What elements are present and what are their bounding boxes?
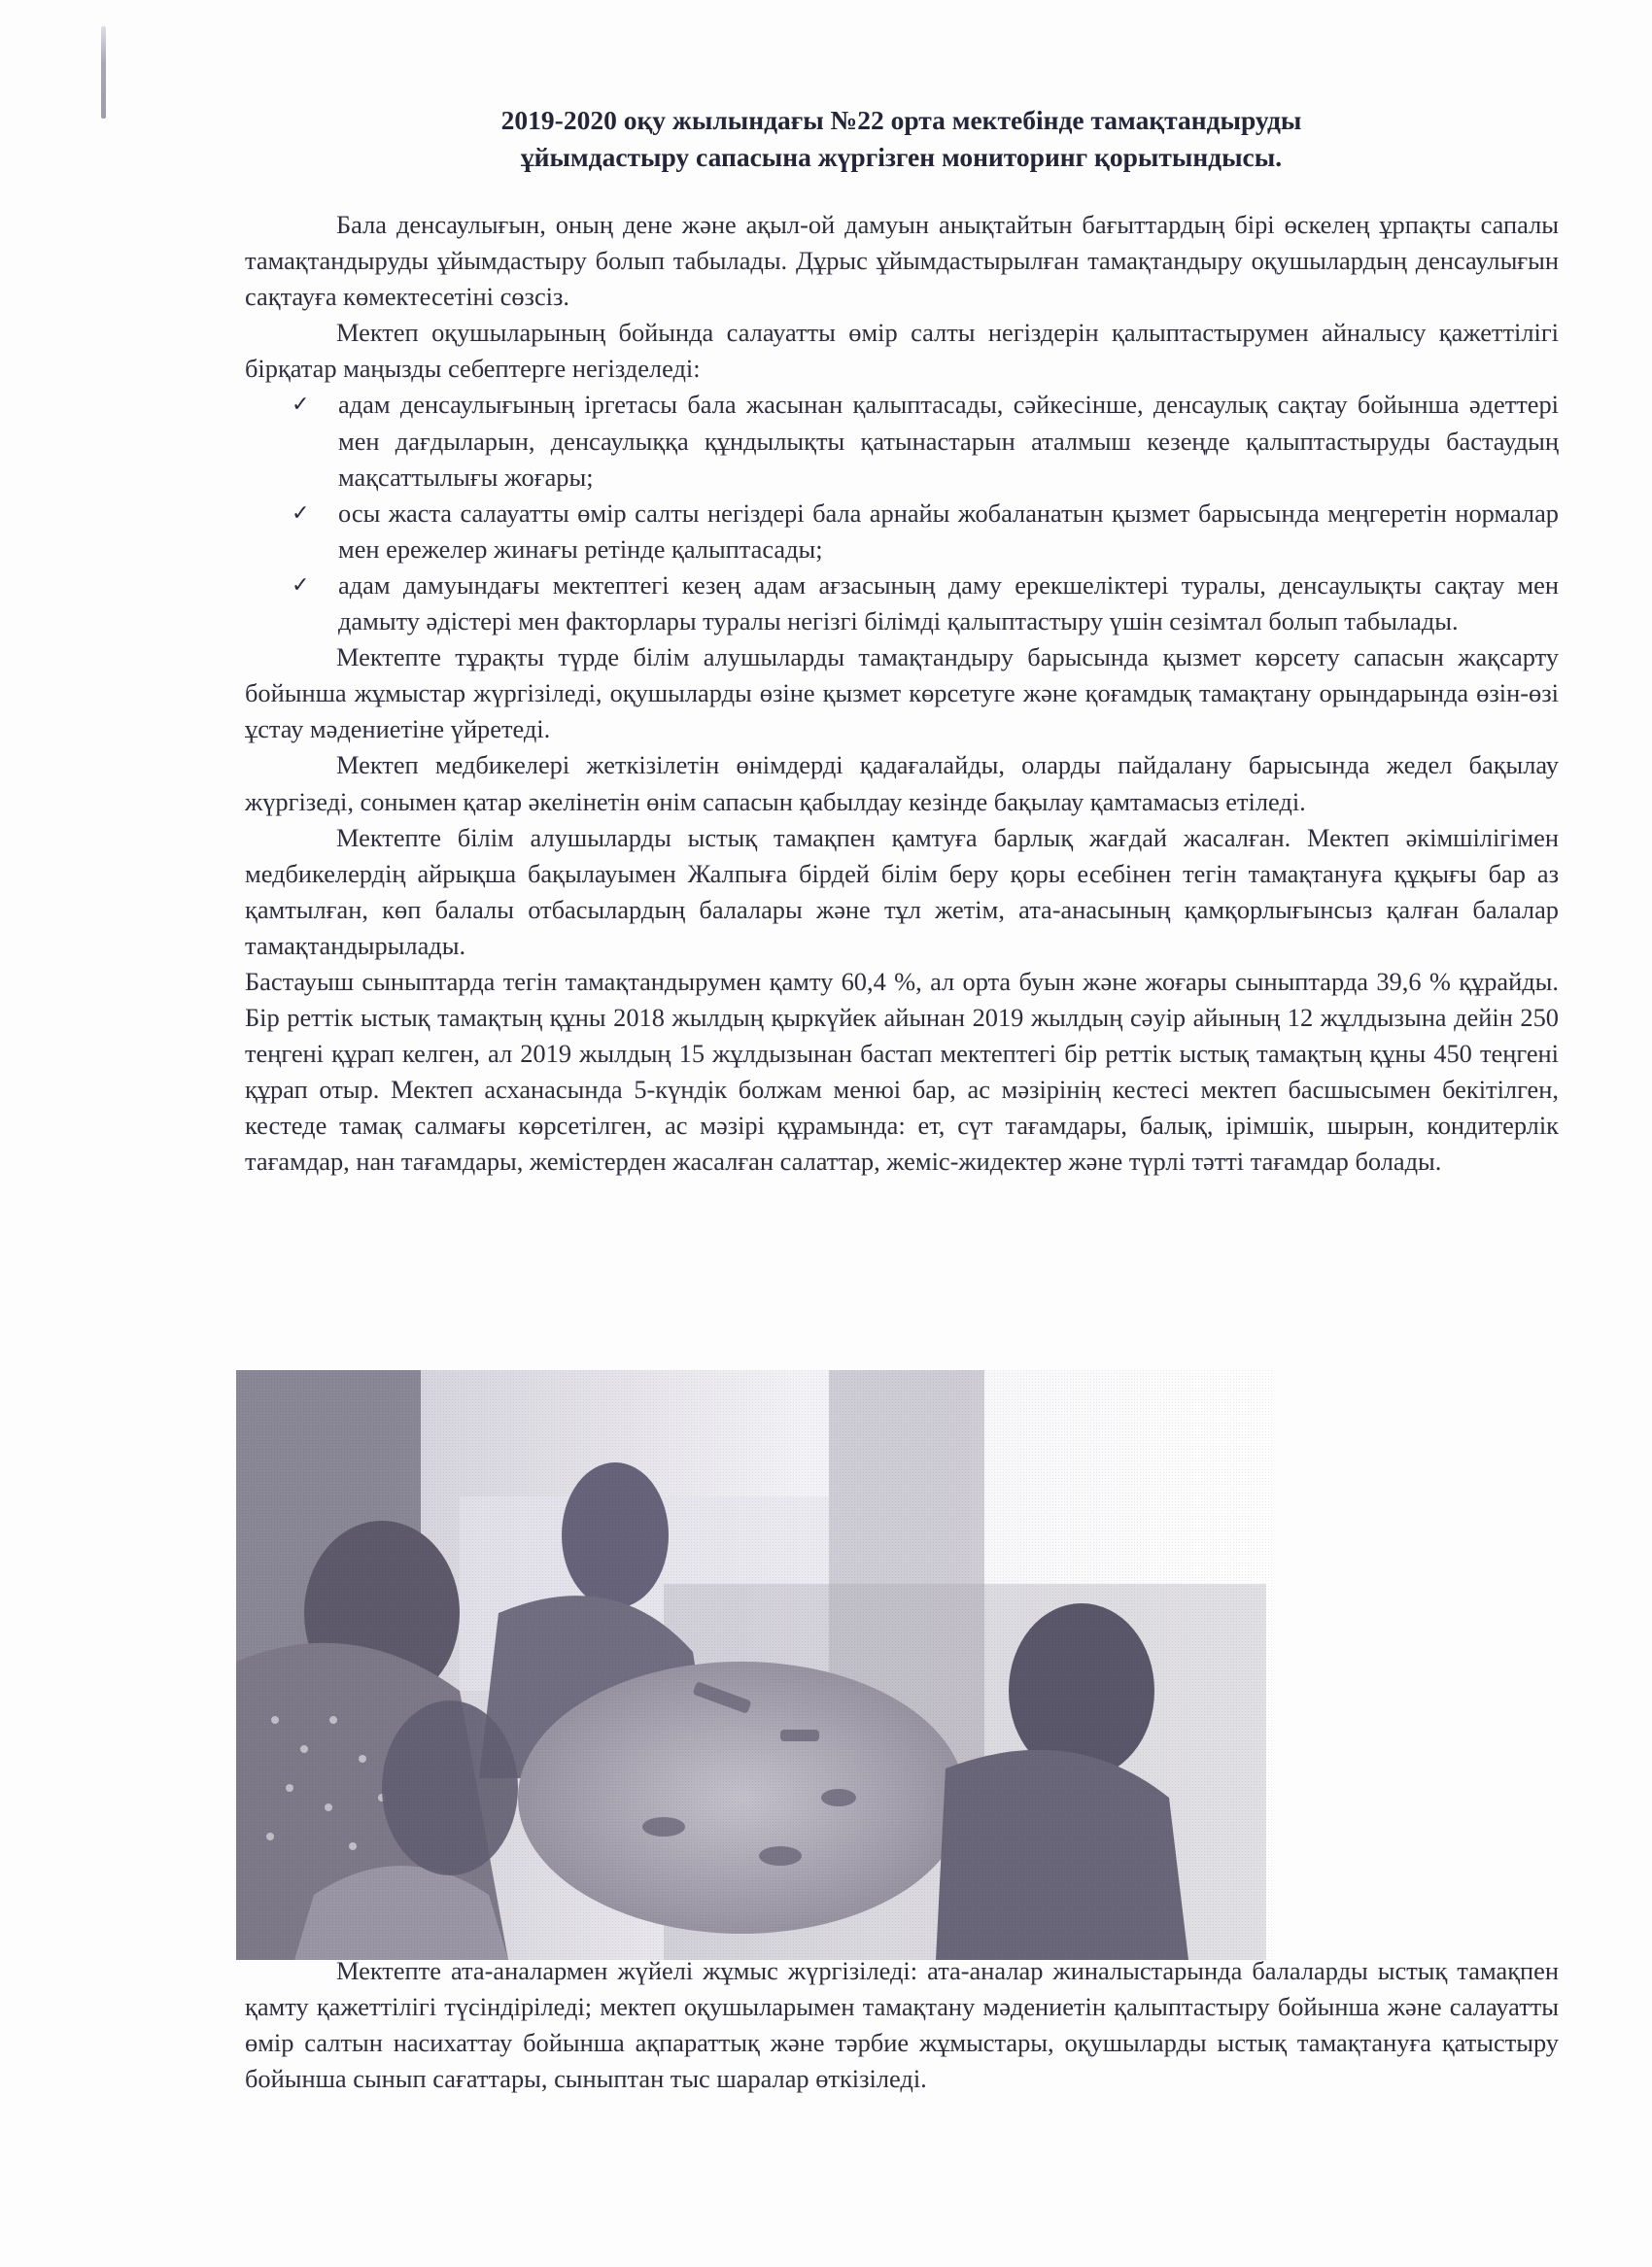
title-line-2: ұйымдастыру сапасына жүргізген мониторинг қорытындысы. <box>520 142 1283 172</box>
list-item-text: осы жаста салауатты өмір салты негіздері бала арнайы жобаланатын қызмет барысында меңгеретін нормалар мен ережелер жинағы ретінде қалыптасады; <box>338 498 1559 564</box>
list-item <box>292 387 1559 495</box>
list-item-text: адам денсаулығының іргетасы бала жасынан қалыптасады, сәйкесінше, денсаулық сақтау бойынша әдеттері мен дағдыларын, денсаулыққа құндылықты қатынастарын аталмыш кезеңде қалыптастыруды бастаудың мақсаттылығы жоғары; <box>338 390 1559 492</box>
paragraph-nurses: Мектеп медбикелері жеткізілетін өнімдерді қадағалайды, оларды пайдалану барысында жедел бақылау жүргізеді, сонымен қатар әкелінетін өнім сапасын қабылдау кезінде бақылау қамтамасыз етіледі. <box>245 750 1559 816</box>
list-item <box>292 567 1559 639</box>
document-body <box>245 207 1559 1181</box>
checkmark-icon: ✓ <box>292 572 310 598</box>
closing-section <box>245 1953 1559 2097</box>
document-title <box>243 102 1560 176</box>
dining-photo <box>236 1370 1272 1960</box>
list-item-text: адам дамуындағы мектептегі кезең адам ағзасының даму ерекшеліктері туралы, денсаулықты сақтау мен дамыту әдістері мен факторлары туралы негізгі білімді қалыптастыру үшін сезімтал болып табылады. <box>338 569 1559 636</box>
paragraph-coverage-prices: Бастауыш сыныптарда тегін тамақтандырумен қамту 60,4 %, ал орта буын және жоғары сыныптарда 39,6 % құрайды. Бір реттік ыстық тамақтың құны 2018 жылдың қыркүйек айынан 2019 жылдың сәуір айының 12 жұлдызына дейін 250 теңгені құрап келген, ал 2019 жылдың 15 жұлдызынан бастап мектептегі бір реттік ыстық тамақтың құны 450 теңгені құрап отыр. Мектеп асханасында 5-күндік болжам менюі бар, ас мәзірінің кестесі мектеп басшысымен бекітілген, кестеде тамақ салмағы көрсетілген, ас мәзірі құрамында: ет, сүт тағамдары, балық, ірімшік, шырын, кондитерлік тағамдар, нан тағамдары, жемістерден жасалған салаттар, жеміс-жидектер және түрлі тәтті тағамдар болады. <box>245 966 1559 1177</box>
checkmark-icon: ✓ <box>292 500 310 526</box>
paragraph-parents: Мектепте ата-аналармен жүйелі жұмыс жүргізіледі: ата-аналар жиналыстарында балаларды ыстық тамақпен қамту қажеттілігі түсіндіріледі; мектеп оқушыларымен тамақтану мәдениетін қалыптастыру бойынша және салауатты өмір салтын насихаттау бойынша ақпараттық және тәрбие жұмыстары, оқушыларды ыстық тамақтануға қатыстыру бойынша сынып сағаттары, сыныптан тыс шаралар өткізіледі. <box>245 1956 1559 2094</box>
checkmark-icon: ✓ <box>292 393 310 418</box>
paragraph-intro: Бала денсаулығын, оның дене және ақыл-ой дамуын анықтайтын бағыттардың бірі өскелең ұрпақты сапалы тамақтандыруды ұйымдастыру болып табылады. Дұрыс ұйымдастырылған тамақтандыру оқушылардың денсаулығын сақтауға көмектесетіні сөзсіз. <box>245 210 1559 312</box>
paragraph-hot-meals: Мектепте білім алушыларды ыстық тамақпен қамтуға барлық жағдай жасалған. Мектеп әкімшілігімен медбикелердің айрықша бақылауымен Жалпыға бірдей білім беру қоры есебінен тегін тамақтануға құқығы бар аз қамтылған, көп балалы отбасылардың балалары және тұл жетім, ата-анасының қамқорлығынсыз қалған балалар тамақтандырылады. <box>245 822 1559 960</box>
title-line-1: 2019-2020 оқу жылындағы №22 орта мектебінде тамақтандыруды <box>500 105 1302 135</box>
list-item <box>292 496 1559 567</box>
paragraph-reasons: Мектеп оқушыларының бойында салауатты өмір салты негіздерін қалыптастырумен айналысу қажеттілігі бірқатар маңызды себептерге негізделеді: <box>245 318 1559 384</box>
paragraph-service-quality: Мектепте тұрақты түрде білім алушыларды тамақтандыру барысында қызмет көрсету сапасын жақсарту бойынша жұмыстар жүргізіледі, оқушыларды өзіне қызмет көрсетуге және қоғамдық тамақтану орындарында өзін-өзі ұстау мәдениетіне үйретеді. <box>245 642 1559 744</box>
photo-illustration <box>236 1370 1272 1960</box>
reasons-list <box>245 387 1559 639</box>
scanner-mark <box>101 26 106 119</box>
